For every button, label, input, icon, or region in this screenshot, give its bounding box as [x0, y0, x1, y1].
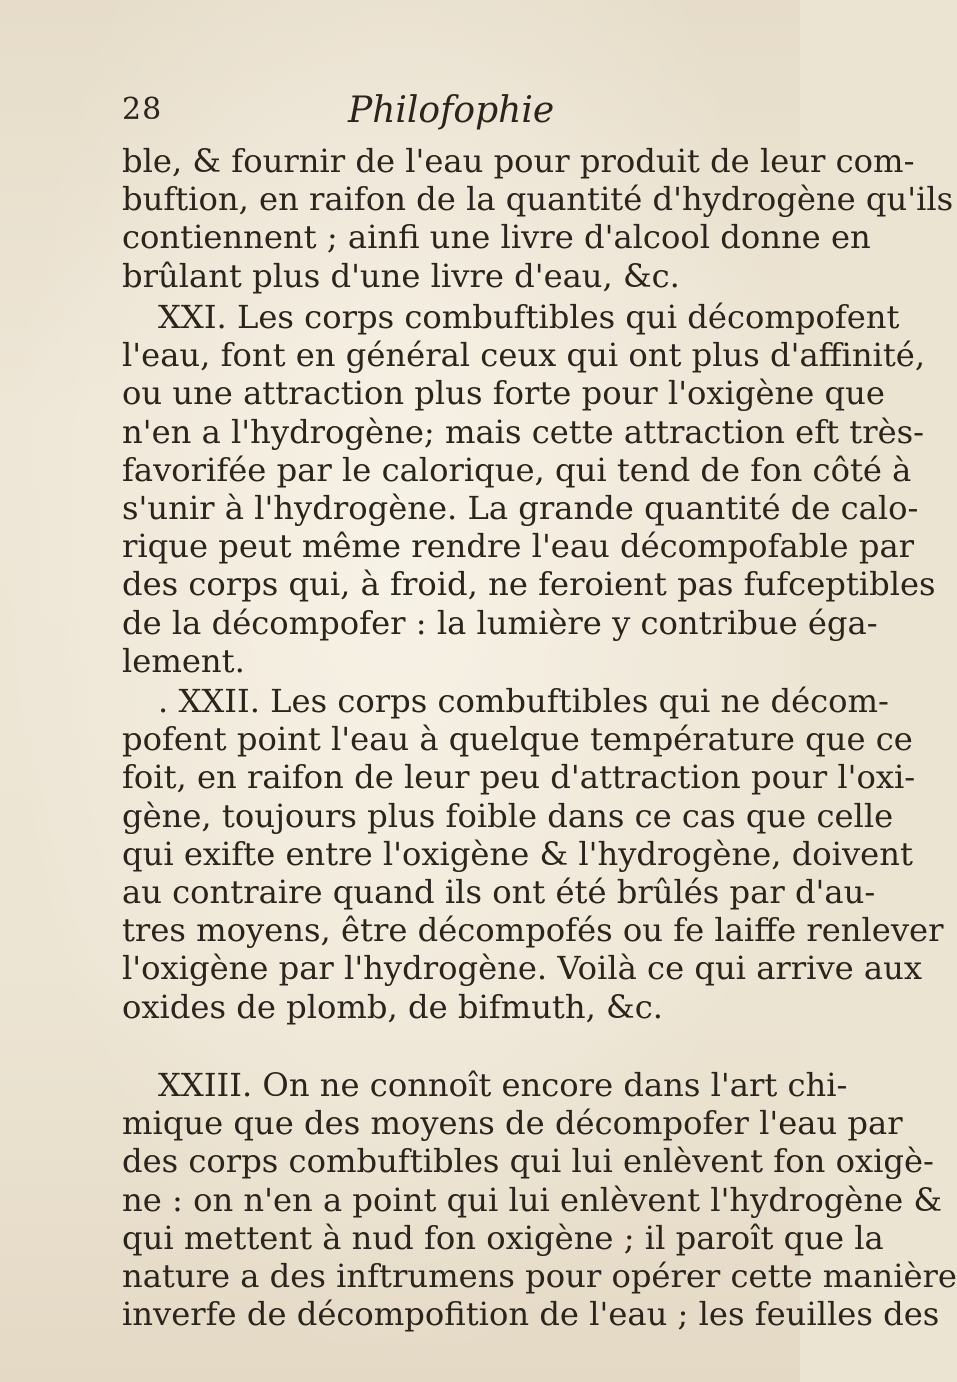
text-line: au contraire quand ils ont été brûlés par d'au- — [122, 872, 876, 911]
text-line: tres moyens, être décompofés ou fe laiffe renlever — [122, 911, 944, 950]
text-line: ne : on n'en a point qui lui enlèvent l'hydrogène & — [122, 1180, 943, 1219]
page-number: 28 — [122, 92, 163, 127]
text-line: ble, & fournir de l'eau pour produit de leur com- — [122, 142, 915, 180]
text-line: mique que des moyens de décompofer l'eau par — [122, 1104, 903, 1143]
text-line: s'unir à l'hydrogène. La grande quantité de calo- — [122, 488, 919, 527]
text-line: lement. — [122, 641, 245, 680]
text-line: des corps combuftibles qui lui enlèvent fon oxigè- — [122, 1142, 934, 1181]
text-line: ou une attraction plus forte pour l'oxigène que — [122, 374, 885, 413]
text-line: foit, en raifon de leur peu d'attraction pour l'oxi- — [122, 758, 916, 797]
text-line: de la décompofer : la lumière y contribue éga- — [122, 603, 878, 642]
text-line: qui mettent à nud fon oxigène ; il paroît que la — [122, 1218, 884, 1257]
text-line: . XXII. Les corps combuftibles qui ne décom- — [158, 682, 889, 720]
paragraph-continuation — [122, 142, 954, 295]
text-line: contiennent ; ainfi une livre d'alcool donne en — [122, 218, 871, 257]
text-line: XXIII. On ne connoît encore dans l'art chi- — [158, 1066, 848, 1104]
text-line: l'eau, font en général ceux qui ont plus d'affinité, — [122, 336, 926, 375]
paragraph-xxiii — [122, 1066, 957, 1334]
paragraph-xxii — [122, 682, 944, 1026]
running-title: Philofophie — [348, 90, 555, 131]
text-line: buftion, en raifon de la quantité d'hydrogène qu'ils — [122, 180, 954, 219]
text-line: favorifée par le calorique, qui tend de fon côté à — [122, 450, 912, 489]
text-line: inverfe de décompofition de l'eau ; les feuilles des — [122, 1295, 940, 1334]
page-header — [122, 92, 760, 136]
text-line: nature a des inftrumens pour opérer cette manière — [122, 1256, 957, 1295]
text-line: n'en a l'hydrogène; mais cette attraction eft très- — [122, 412, 925, 451]
text-line: qui exifte entre l'oxigène & l'hydrogène, doivent — [122, 834, 913, 873]
text-line: rique peut même rendre l'eau décompofable par — [122, 527, 915, 566]
paragraph-xxi — [122, 298, 936, 680]
text-line: des corps qui, à froid, ne feroient pas fufceptibles — [122, 565, 936, 604]
text-line: oxides de plomb, de bifmuth, &c. — [122, 987, 663, 1026]
text-line: l'oxigène par l'hydrogène. Voilà ce qui arrive aux — [122, 949, 923, 988]
text-line: XXI. Les corps combuftibles qui décompofent — [158, 298, 900, 336]
text-line: brûlant plus d'une livre d'eau, &c. — [122, 256, 680, 295]
text-line: gène, toujours plus foible dans ce cas que celle — [122, 796, 894, 835]
text-line: pofent point l'eau à quelque température que ce — [122, 720, 913, 759]
